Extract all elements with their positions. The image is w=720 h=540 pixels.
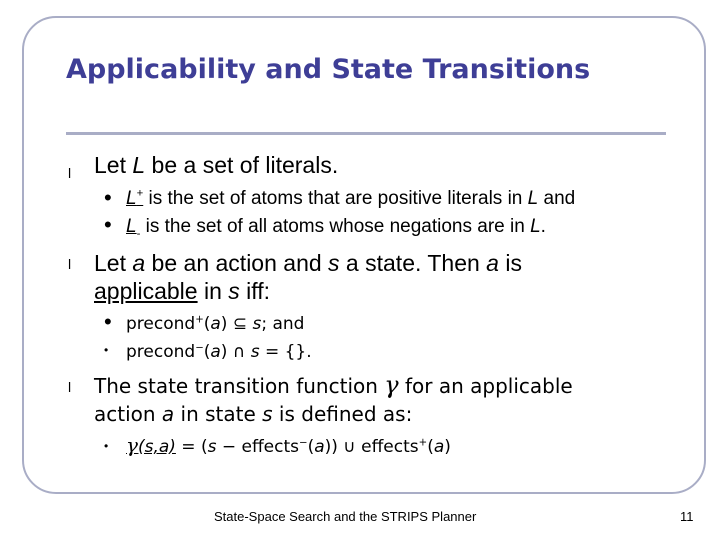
- bullet-1-text: Let L be a set of literals.: [94, 152, 339, 178]
- bullet-2-sub-1: precond+(a) ⊆ s; and: [126, 314, 305, 334]
- sub-bullet-marker: •: [104, 309, 112, 334]
- bullet-marker: l: [68, 256, 72, 272]
- title-divider: [66, 132, 666, 135]
- transition-formula: γ(s,a) = (s − effects−(a)) ∪ effects+(a): [126, 433, 451, 457]
- sub-bullet-marker: •: [104, 212, 112, 237]
- bullet-marker: l: [68, 379, 72, 395]
- small-bullet-marker: •: [104, 439, 109, 453]
- sub-bullet-marker: •: [104, 185, 112, 210]
- bullet-marker: l: [68, 165, 72, 181]
- bullet-1-sub-1: L+ is the set of atoms that are positive literals in L and: [126, 187, 576, 209]
- bullet-3-line-1: The state transition function γ for an applicable: [94, 371, 573, 399]
- slide-title: Applicability and State Transitions: [66, 54, 591, 85]
- bullet-2-sub-2: precond−(a) ∩ s = {}.: [126, 342, 312, 362]
- bullet-2-line-1: Let a be an action and s a state. Then a is: [94, 250, 522, 276]
- bullet-1-sub-2: $L_-$ is the set of all atoms whose negations are in L.: [126, 216, 546, 240]
- bullet-2-line-2: applicable in s iff:: [94, 278, 271, 304]
- page-number: 11: [680, 509, 694, 524]
- footer-title: State-Space Search and the STRIPS Planner: [214, 509, 477, 524]
- small-bullet-marker: •: [104, 343, 109, 357]
- bullet-3-line-2: action a in state s is defined as:: [94, 402, 413, 426]
